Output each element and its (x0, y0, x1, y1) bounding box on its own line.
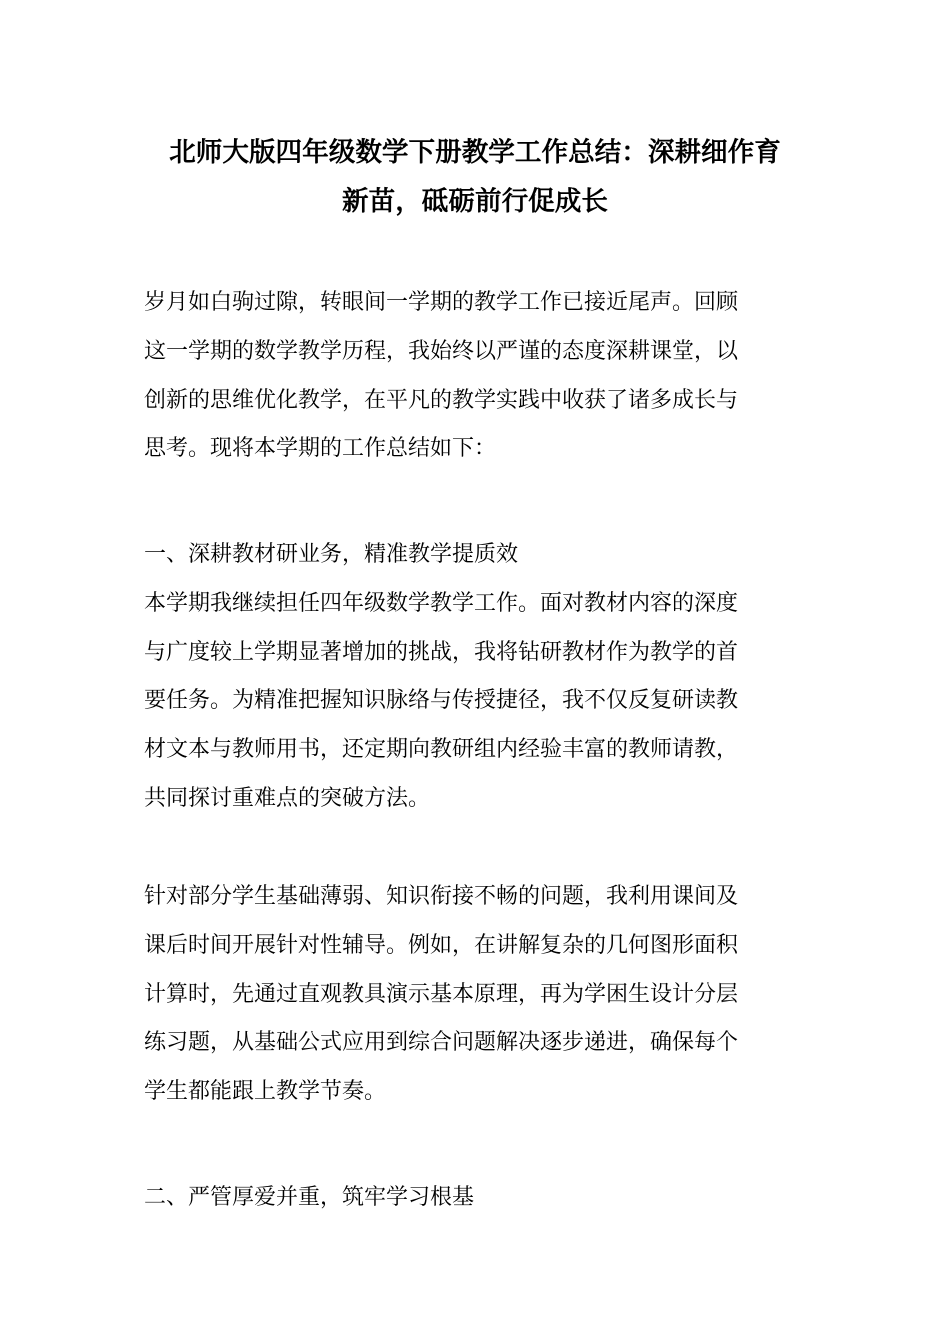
text-line: 要任务。为精准把握知识脉络与传授捷径，我不仅反复研读教 (144, 688, 739, 714)
section-1-paragraph-2 (144, 873, 806, 1117)
section-1 (144, 531, 806, 824)
text-line: 练习题，从基础公式应用到综合问题解决逐步递进，确保每个 (144, 1030, 739, 1056)
text-line: 针对部分学生基础薄弱、知识衔接不畅的问题，我利用课间及 (144, 884, 739, 909)
title-line: 北师大版四年级数学下册教学工作总结：深耕细作育 (169, 137, 781, 168)
section-2 (144, 1174, 806, 1223)
intro-paragraph (144, 279, 806, 474)
text-line: 岁月如白驹过隙，转眼间一学期的教学工作已接近尾声。回顾 (144, 290, 739, 315)
section-heading: 一、深耕教材研业务，精准教学提质效 (144, 542, 519, 567)
section-heading: 二、严管厚爱并重，筑牢学习根基 (144, 1185, 475, 1210)
text-line: 共同探讨重难点的突破方法。 (144, 785, 431, 811)
text-line: 思考。现将本学期的工作总结如下： (144, 436, 497, 462)
text-line: 这一学期的数学教学历程，我始终以严谨的态度深耕课堂，以 (144, 338, 739, 364)
text-line: 创新的思维优化教学，在平凡的教学实践中收获了诸多成长与 (144, 387, 739, 413)
text-line: 课后时间开展针对性辅导。例如，在讲解复杂的几何图形面积 (144, 932, 739, 958)
text-line: 计算时，先通过直观教具演示基本原理，再为学困生设计分层 (144, 981, 739, 1007)
document-title (144, 128, 806, 226)
text-line: 学生都能跟上教学节奏。 (144, 1079, 387, 1105)
text-line: 本学期我继续担任四年级数学教学工作。面对教材内容的深度 (144, 590, 739, 616)
title-line: 新苗，砥砺前行促成长 (342, 186, 608, 217)
text-line: 材文本与教师用书，还定期向教研组内经验丰富的教师请教， (144, 737, 739, 763)
text-line: 与广度较上学期显著增加的挑战，我将钻研教材作为教学的首 (144, 639, 739, 665)
